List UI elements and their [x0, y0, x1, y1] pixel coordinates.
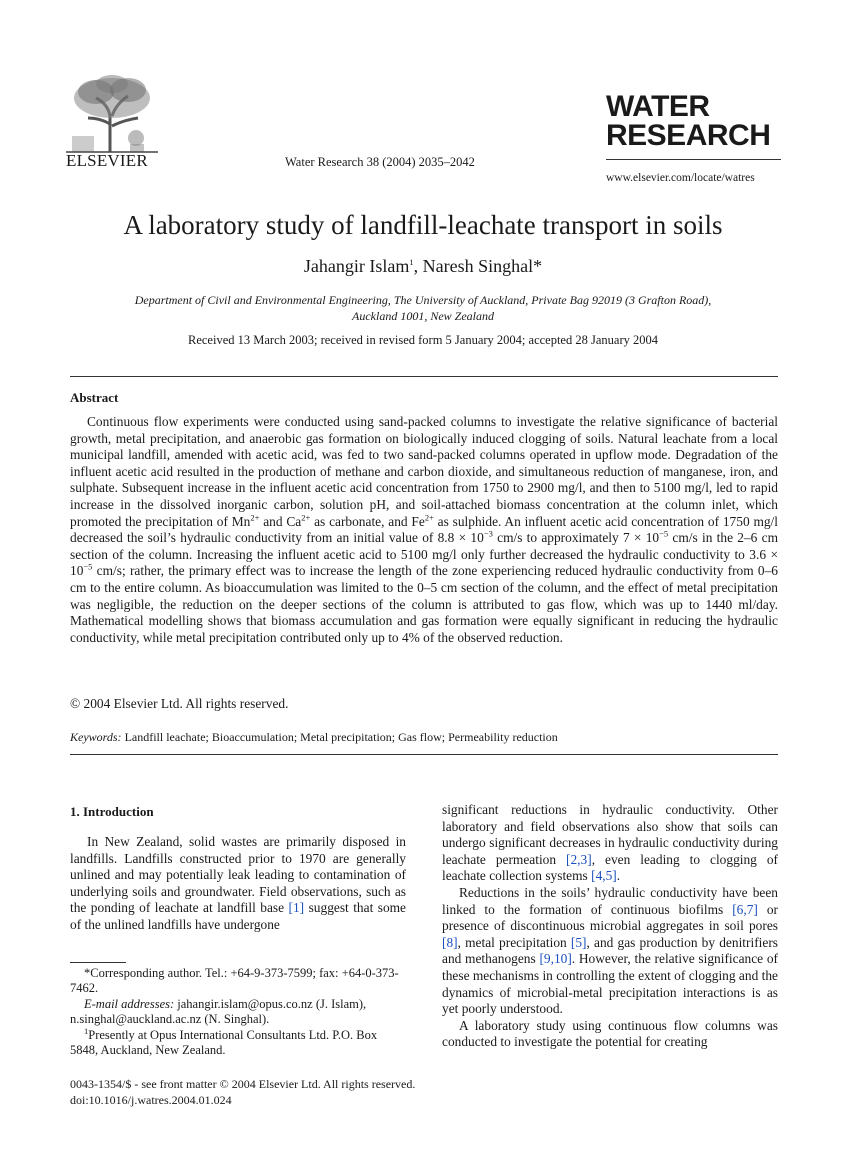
abstract-part: cm/s in the 2–6 cm section of the column. Increasing the influent acetic acid to 5100 mg/l only further decreased the hydraulic conductivity to 3.6 × 10: [70, 530, 778, 579]
abstract-part: cm/s; rather, the primary effect was to increase the length of the zone experiencing reduced hydraulic conductivity from 0–6 cm to the entire column. As bioaccumulation was limited to the 0–5 cm section of the column, and the effect of metal precipitation was negligible, the reduction on the deeper sections of the column is attributed to gas flow, which was up to 1440 ml/day. Mathematical modelling shows that biomass accumulation and gas formation were equally significant in reducing the hydraulic conductivity, while metal precipitation contributed only up to 4% of the observed reduction.: [70, 563, 778, 645]
article-title: A laboratory study of landfill-leachate transport in soils: [123, 210, 723, 240]
right-column: [442, 802, 778, 1051]
text-run: or presence of discontinuous microbial aggregates in soil pores: [442, 901, 778, 934]
journal-logo: [606, 92, 770, 150]
superscript: −3: [483, 528, 493, 539]
author-islam[interactable]: Jahangir Islam: [303, 256, 410, 276]
keywords: [70, 730, 558, 745]
citation-link[interactable]: [4,5]: [591, 868, 617, 884]
left-column: [70, 834, 406, 934]
abstract-text: [70, 414, 778, 646]
issn-line: 0043-1354/$ - see front matter © 2004 Elsevier Ltd. All rights reserved.: [70, 1077, 416, 1091]
doi-link[interactable]: doi:10.1016/j.watres.2004.01.024: [70, 1092, 232, 1107]
citation-link[interactable]: [6,7]: [732, 901, 758, 917]
abstract-part: and Ca: [259, 513, 302, 529]
publisher-name: ELSEVIER: [66, 151, 148, 170]
author-separator: ,: [413, 256, 423, 276]
intro-paragraph: [70, 834, 406, 934]
text-run: .: [616, 868, 621, 884]
affiliation-note: [70, 1025, 406, 1059]
keywords-list: Landfill leachate; Bioaccumulation; Metal precipitation; Gas flow; Permeability reduction: [124, 730, 558, 744]
intro-paragraph: [442, 885, 778, 1018]
abstract-copyright: © 2004 Elsevier Ltd. All rights reserved.: [70, 696, 289, 711]
abstract-part: cm/s to approximately 7 × 10: [492, 530, 660, 546]
section-heading-introduction: 1. Introduction: [70, 804, 154, 819]
abstract-top-rule: [70, 376, 778, 377]
citation-link[interactable]: [8]: [442, 934, 458, 950]
footnotes: [70, 966, 406, 1058]
elsevier-tree-logo-icon: [66, 74, 158, 154]
footnote-rule: [70, 962, 126, 963]
affiliation: [90, 293, 756, 324]
text-run: , metal precipitation: [457, 934, 571, 950]
footnote-mark: 1: [84, 1025, 89, 1036]
superscript: 2+: [250, 512, 260, 523]
affiliation-line2: Auckland 1001, New Zealand: [352, 308, 494, 323]
abstract-bottom-rule: [70, 754, 778, 755]
text-run: suggest that some of the unlined landfills have undergone: [70, 900, 406, 932]
citation-link[interactable]: [5]: [570, 934, 587, 950]
header-divider: [606, 159, 781, 160]
received-dates: Received 13 March 2003; received in revised form 5 January 2004; accepted 28 January 2004: [188, 333, 658, 347]
abstract-part: as sulphide. An influent acetic acid concentration of 1750 mg/l decreased the soil’s hydraulic conductivity from an initial value of 8.8 × 10: [70, 513, 778, 546]
abstract-part: Continuous flow experiments were conducted using sand-packed columns to investigate the relative significance of bacterial growth, metal precipitation, and anaerobic gas formation on biologically induced clogging of soils. Natural leachate from a local municipal landfill, amended with acetic acid, was fed to two sand-packed columns operated in upflow mode. Degradation of the influent acetic acid resulted in the production of methane and carbon dioxide, and simultaneous reduction of manganese, iron, and sulphate. Subsequent increase in the influent acetic acid concentration from 1750 to 2900 mg/l, and then to 5100 mg/l, led to rapid increase in the dissolved inorganic carbon, solution pH, and soil-attached biomass concentration at the column inlet, which promoted the precipitation of Mn: [70, 414, 778, 529]
citation-link[interactable]: [9,10]: [539, 951, 572, 967]
corresponding-author-note: *Corresponding author. Tel.: +64-9-373-7599; fax: +64-0-373-7462.: [70, 966, 399, 996]
email-addresses[interactable]: jahangir.islam@opus.co.nz (J. Islam), n.singhal@auckland.ac.nz (N. Singhal).: [70, 996, 367, 1027]
journal-url-link[interactable]: www.elsevier.com/locate/watres: [606, 172, 755, 184]
author-list: [0, 256, 846, 277]
text-run: In New Zealand, solid wastes are primarily disposed in landfills. Landfills constructed prior to 1970 are generally unlined and may potentially leak leading to contamination of underlying soils and groundwater. Field observations, such as the ponding of leachate at landfill base: [70, 834, 406, 916]
abstract-part: as carbonate, and Fe: [310, 513, 425, 529]
email-note: [70, 997, 406, 1028]
superscript: −5: [83, 561, 93, 572]
superscript: 2+: [424, 512, 434, 523]
journal-name-line2: RESEARCH: [606, 119, 771, 152]
keywords-label: Keywords:: [70, 730, 122, 744]
affiliation-line1: Department of Civil and Environmental Engineering, The University of Auckland, Private Bag 92019 (3 Grafton Road),: [134, 293, 712, 307]
footnote-text: Presently at Opus International Consultants Ltd. P.O. Box 5848, Auckland, New Zealand.: [70, 1027, 378, 1058]
citation-link[interactable]: [1]: [288, 900, 305, 916]
citation-link[interactable]: [2,3]: [566, 851, 592, 867]
journal-reference: Water Research 38 (2004) 2035–2042: [285, 155, 475, 169]
intro-paragraph-continued: [442, 802, 778, 885]
author-footnote-mark: 1: [409, 257, 414, 267]
journal-name-line1: WATER: [606, 90, 710, 123]
text-run: significant reductions in hydraulic conductivity. Other laboratory and field observations also show that soils can undergo significant decreases in hydraulic conductivity during leachate permeation: [442, 802, 778, 867]
author-singhal[interactable]: Naresh Singhal*: [422, 256, 543, 276]
text-run: , even leading to clogging of leachate collection systems: [442, 851, 779, 884]
superscript: −5: [659, 528, 669, 539]
intro-paragraph: A laboratory study using continuous flow columns was conducted to investigate the potential for creating: [442, 1017, 778, 1050]
text-run: . However, the relative significance of these mechanisms in controlling the extent of clogging and the dynamics of microbial-metal precipitation interactions is as yet poorly understood.: [442, 951, 778, 1017]
front-matter-note: [70, 1077, 415, 1108]
email-label: E-mail addresses:: [84, 996, 175, 1011]
text-run: , and gas production by denitrifiers and methanogens: [442, 934, 778, 967]
abstract-heading: Abstract: [70, 390, 119, 405]
text-run: Reductions in the soils’ hydraulic conductivity have been linked to the formation of continuous biofilms: [442, 884, 778, 917]
superscript: 2+: [301, 512, 311, 523]
